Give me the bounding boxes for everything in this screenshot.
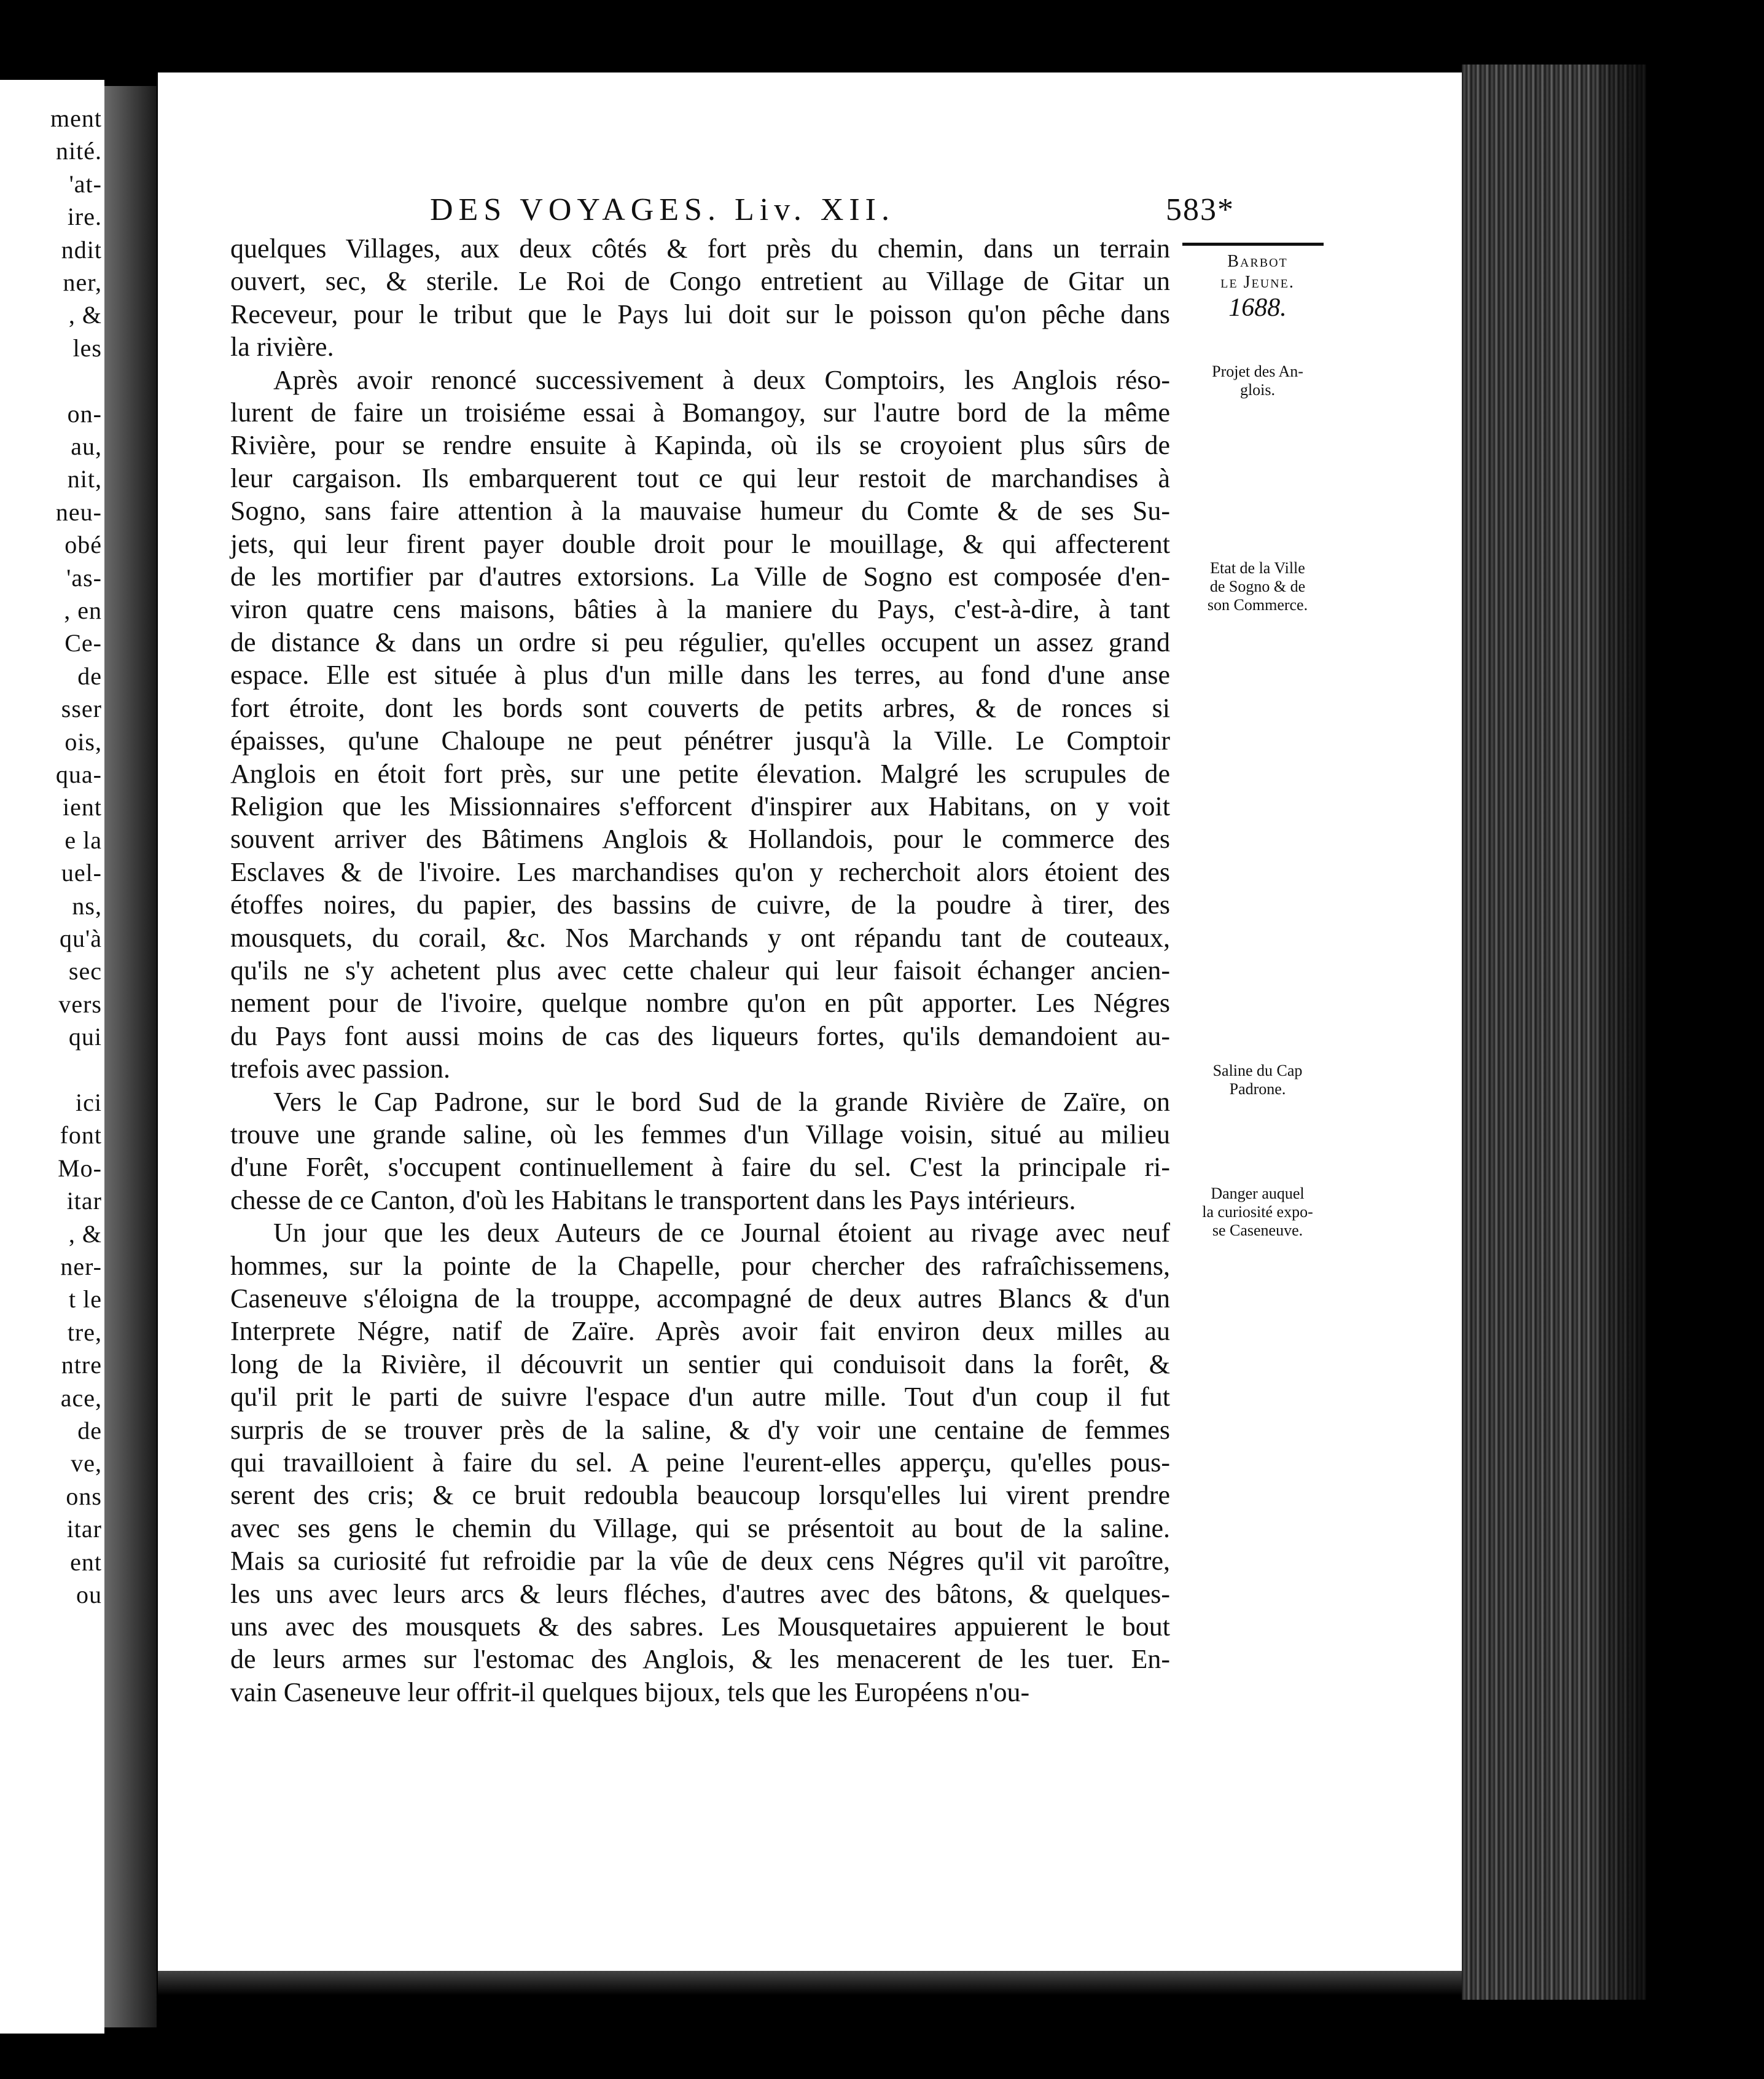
text-line: quelques Villages, aux deux côtés & fort près du chemin, dans un terrain bbox=[230, 233, 1170, 264]
page-number: 583* bbox=[1166, 192, 1235, 227]
margin-note-projet bbox=[1182, 362, 1333, 399]
left-page-fragment: ient bbox=[63, 793, 102, 821]
text-line: long de la Rivière, il découvrit un sentier qui conduisoit dans la forêt, & bbox=[230, 1349, 1170, 1379]
text-line: Sogno, sans faire attention à la mauvaise humeur du Comte & de ses Su- bbox=[230, 496, 1170, 527]
margin-author-sub: le Jeune. bbox=[1220, 273, 1295, 292]
text-line: épaisses, qu'une Chaloupe ne peut pénétrer jusqu'à la Ville. Le Comptoir bbox=[230, 726, 1170, 756]
left-page-fragment: ace, bbox=[60, 1384, 102, 1412]
text-line: nement pour de l'ivoire, quelque nombre qu'on en pût apporter. Les Négres bbox=[230, 988, 1170, 1019]
left-page-fragment: de bbox=[77, 662, 102, 690]
left-page-fragment: on- bbox=[67, 399, 102, 428]
text-line: Receveur, pour le tribut que le Pays lui doit sur le poisson qu'on pêche dans bbox=[230, 299, 1170, 329]
paragraph bbox=[230, 1086, 1170, 1217]
left-page-fragment: , & bbox=[68, 1220, 102, 1248]
left-page-fragment: ntre bbox=[61, 1351, 102, 1379]
text-line: Religion que les Missionnaires s'efforcent d'inspirer aux Habitans, on y voit bbox=[230, 791, 1170, 821]
left-page-fragment: ou bbox=[76, 1581, 102, 1608]
left-page-fragment: itar bbox=[66, 1187, 102, 1215]
margin-note-line: Etat de la Ville bbox=[1210, 559, 1305, 577]
text-line: de leurs armes sur l'estomac des Anglois, & les menacerent de les tuer. En- bbox=[230, 1644, 1170, 1675]
left-page-fragment: Mo- bbox=[58, 1154, 102, 1182]
left-page-fragment: ner, bbox=[63, 268, 102, 296]
left-page-fragment: e la bbox=[64, 826, 102, 854]
left-page-fragment: nité. bbox=[56, 137, 102, 165]
margin-note-line: la curiosité expo- bbox=[1202, 1203, 1313, 1221]
text-line: ouvert, sec, & sterile. Le Roi de Congo entretient au Village de Gitar un bbox=[230, 266, 1170, 297]
text-line: d'une Forêt, s'occupent continuellement à faire du sel. C'est la principale ri- bbox=[230, 1152, 1170, 1183]
text-line: Caseneuve s'éloigna de la trouppe, accompagné de deux autres Blancs & d'un bbox=[230, 1283, 1170, 1314]
left-page-fragment: ois, bbox=[64, 727, 102, 756]
text-line: Rivière, pour se rendre ensuite à Kapinda, où ils se croyoient plus sûrs de bbox=[230, 430, 1170, 461]
text-line: souvent arriver des Bâtimens Anglois & Hollandois, pour le commerce des bbox=[230, 824, 1170, 855]
text-line: hommes, sur la pointe de la Chapelle, pour chercher des rafraîchissemens, bbox=[230, 1250, 1170, 1281]
left-page-fragment: tre, bbox=[67, 1318, 102, 1346]
left-facing-page bbox=[0, 80, 104, 2034]
text-line: de les mortifier par d'autres extorsions. La Ville de Sogno est composée d'en- bbox=[230, 562, 1170, 592]
left-page-fragment: ici bbox=[76, 1089, 102, 1116]
margin-note-danger bbox=[1182, 1184, 1333, 1240]
margin-note-line: se Caseneuve. bbox=[1212, 1221, 1303, 1239]
left-page-fragment: ons bbox=[66, 1482, 102, 1510]
text-line: surpris de se trouver près de la saline, & d'y voir une centaine de femmes bbox=[230, 1414, 1170, 1445]
page-bottom-shadow bbox=[158, 1971, 1468, 1995]
paragraph bbox=[230, 364, 1170, 1086]
left-page-fragment: , & bbox=[68, 301, 102, 329]
margin-note-line: Saline du Cap bbox=[1212, 1062, 1303, 1079]
left-page-fragment: ns, bbox=[72, 891, 102, 920]
text-line: de distance & dans un ordre si peu régulier, qu'elles occupent un assez grand bbox=[230, 627, 1170, 657]
margin-note-sogno bbox=[1182, 559, 1333, 614]
left-page-fragment: ner- bbox=[60, 1253, 102, 1280]
margin-author bbox=[1182, 251, 1333, 293]
text-line: lurent de faire un troisiéme essai à Bomangoy, sur l'autre bord de la même bbox=[230, 397, 1170, 428]
left-page-fragment: itar bbox=[66, 1515, 102, 1543]
margin-note-saline bbox=[1182, 1062, 1333, 1098]
text-line: vain Caseneuve leur offrit-il quelques bijoux, tels que les Européens n'ou- bbox=[230, 1677, 1030, 1707]
text-line: Vers le Cap Padrone, sur le bord Sud de la grande Rivière de Zaïre, on bbox=[273, 1086, 1170, 1117]
text-line: les uns avec leurs arcs & leurs fléches, d'autres avec des bâtons, & quelques- bbox=[230, 1578, 1170, 1609]
text-line: qu'il prit le parti de suivre l'espace d'un autre mille. Tout d'un coup il fut bbox=[230, 1382, 1170, 1412]
text-line: uns avec des mousquets & des sabres. Les Mousquetaires appuierent le bout bbox=[230, 1611, 1170, 1642]
body-text bbox=[230, 232, 1170, 1709]
margin-note-line: Danger auquel bbox=[1211, 1184, 1305, 1202]
margin-note-line: de Sogno & de bbox=[1209, 578, 1306, 595]
left-page-fragment: les bbox=[72, 334, 102, 362]
text-line: Anglois en étoit fort près, sur une petite élevation. Malgré les scrupules de bbox=[230, 758, 1170, 789]
left-page-fragment: uel- bbox=[61, 859, 102, 887]
left-page-fragment: Ce- bbox=[64, 629, 102, 657]
left-page-fragment: ent bbox=[70, 1548, 102, 1576]
left-page-fragment: obé bbox=[64, 531, 102, 559]
text-line: chesse de ce Canton, d'où les Habitans le transportent dans les Pays intérieurs. bbox=[230, 1184, 1076, 1215]
text-line: Un jour que les deux Auteurs de ce Journal étoient au rivage avec neuf bbox=[273, 1218, 1170, 1248]
text-line: viron quatre cens maisons, bâties à la maniere du Pays, c'est-à-dire, à tant bbox=[230, 594, 1170, 625]
left-page-fragment: t le bbox=[69, 1285, 102, 1314]
margin-note-line: son Commerce. bbox=[1207, 596, 1308, 614]
left-page-fragment: ndit bbox=[61, 235, 102, 264]
margin-note-line: glois. bbox=[1239, 381, 1276, 399]
text-line: Mais sa curiosité fut refroidie par la vûe de deux cens Négres qu'il vit paroître, bbox=[230, 1546, 1170, 1576]
left-page-fragment: qui bbox=[68, 1023, 102, 1051]
margin-author-name: Barbot bbox=[1227, 252, 1288, 271]
left-page-fragment: vers bbox=[58, 990, 102, 1018]
left-page-fragment: ve, bbox=[71, 1449, 102, 1478]
text-line: qu'ils ne s'y achetent plus avec cette chaleur qui leur faisoit échanger ancien- bbox=[230, 955, 1170, 985]
text-line: étoffes noires, du papier, des bassins de cuivre, de la poudre à tirer, des bbox=[230, 890, 1170, 920]
left-page-fragment: sser bbox=[61, 695, 102, 723]
text-line: fort étroite, dont les bords sont couverts de petits arbres, & de ronces si bbox=[230, 692, 1170, 723]
text-line: Interprete Négre, natif de Zaïre. Après avoir fait environ deux milles au bbox=[230, 1316, 1170, 1347]
margin-year: 1688. bbox=[1228, 294, 1287, 322]
text-line: Après avoir renoncé successivement à deux Comptoirs, les Anglois réso- bbox=[273, 364, 1170, 395]
margin-note-line: Padrone. bbox=[1229, 1080, 1286, 1098]
text-line: trouve une grande saline, où les femmes d'un Village voisin, situé au milieu bbox=[230, 1119, 1170, 1149]
left-page-fragment: 'at- bbox=[69, 170, 102, 198]
left-page-fragment: qu'à bbox=[60, 925, 102, 952]
left-page-fragment: 'as- bbox=[66, 563, 102, 592]
left-page-fragment: au, bbox=[71, 433, 102, 460]
left-page-fragment: font bbox=[60, 1121, 102, 1149]
text-line: trefois avec passion. bbox=[230, 1054, 450, 1084]
paragraph bbox=[230, 1216, 1170, 1709]
paragraph bbox=[230, 232, 1170, 364]
left-page-fragment: , en bbox=[64, 597, 102, 624]
text-line: serent des cris; & ce bruit redoubla beaucoup lorsqu'elles lui virent prendre bbox=[230, 1480, 1170, 1511]
text-line: avec ses gens le chemin du Village, qui se présentoit au bout de la saline. bbox=[230, 1513, 1170, 1543]
left-gutter-shadow bbox=[104, 86, 157, 2027]
text-line: qui travailloient à faire du sel. A peine l'eurent-elles apperçu, qu'elles pous- bbox=[230, 1447, 1170, 1478]
margin-note-line: Projet des An- bbox=[1212, 362, 1303, 380]
text-line: jets, qui leur firent payer double droit pour le mouillage, & qui affecterent bbox=[230, 528, 1170, 559]
left-page-fragment: ire. bbox=[67, 203, 102, 231]
text-line: espace. Elle est située à plus d'un mille dans les terres, au fond d'une anse bbox=[230, 660, 1170, 691]
left-page-fragment: qua- bbox=[55, 761, 102, 788]
fore-edge-shade bbox=[1597, 61, 1664, 2003]
text-line: la rivière. bbox=[230, 332, 334, 362]
text-line: du Pays font aussi moins de cas des liqueurs fortes, qu'ils demandoient au- bbox=[230, 1020, 1170, 1051]
running-head bbox=[276, 192, 1235, 235]
running-title: DES VOYAGES. Liv. XII. bbox=[430, 192, 895, 227]
marginal-rule bbox=[1182, 243, 1324, 246]
text-line: mousquets, du corail, &c. Nos Marchands y ont répandu tant de couteaux, bbox=[230, 922, 1170, 953]
left-page-fragment: de bbox=[77, 1417, 102, 1444]
text-line: Esclaves & de l'ivoire. Les marchandises qu'on y recherchoit alors étoient des bbox=[230, 856, 1170, 887]
text-line: leur cargaison. Ils embarquerent tout ce qui leur restoit de marchandises à bbox=[230, 463, 1170, 493]
left-page-fragment: neu- bbox=[55, 498, 102, 526]
left-page-fragment: ment bbox=[50, 104, 102, 132]
left-page-fragment: nit, bbox=[67, 465, 102, 493]
left-page-fragment: sec bbox=[68, 957, 102, 985]
